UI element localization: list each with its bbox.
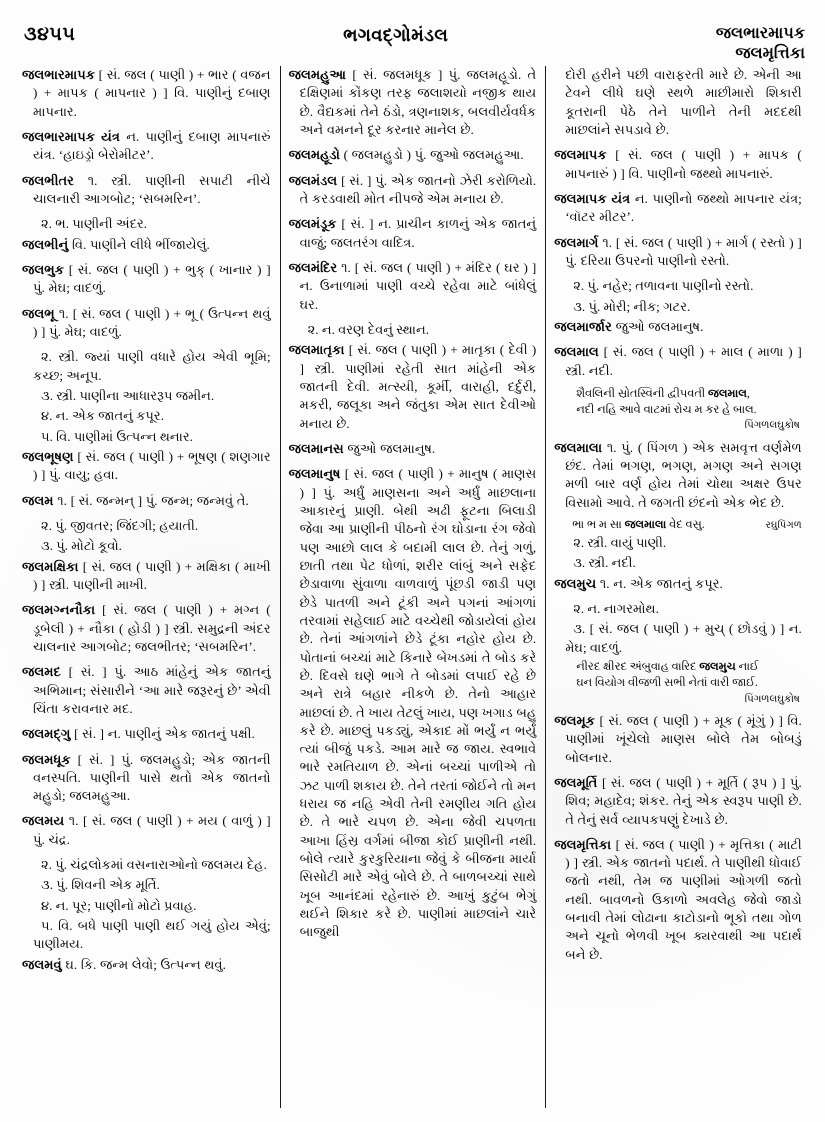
entry-definition: ૧. ન. એક જાતનું કપૂર. [596, 575, 723, 591]
dictionary-entry [554, 343, 802, 380]
entry-definition: ૧. [ સં. જલ ( પાણી ) + માર્ગ ( રસ્તો ) ] પું. દરિયા ઉપરનો પાણીનો રસ્તો. [565, 234, 802, 268]
entry-headword: જલમદ્ગુ [22, 726, 71, 742]
entry-continuation: દોરી હરીને પછી વારાફરતી મારે છે. એની આ ટેવને લીધે ઘણે સ્થળે માછીમારો શિકારી કૂતરાની પેઠે તેને પાળીને તેની મદદથી માછલાંને સપડાવે છે. [565, 67, 802, 137]
entry-definition: [ સં. જલ ( પાણી ) + માપક ( માપનારું ) ] વિ. પાણીનો જથ્થો માપનારું. [565, 147, 802, 181]
entry-sense: ૨. પું. નહેર; તળાવના પાણીનો રસ્તો. [573, 278, 754, 294]
entry-sense: ૨. ન. વરણ દેવનું સ્થાન. [307, 321, 430, 337]
dictionary-entry [22, 601, 271, 656]
entry-sense: ૨. સ્ત્રી. વાયું પાણી. [573, 535, 667, 551]
dictionary-entry [289, 215, 537, 252]
entry-headword: જલભારમાપક યંત્ર [22, 128, 120, 144]
entry-sense: ૩. પું. મોરી; નીક; ગટર. [573, 298, 691, 314]
entry-definition: [ સં. જલ ( પાણી ) + મૂર્તિ ( રૂપ ) ] પું. શિવ; મહાદેવ; શંકર. તેનું એક સ્વરૂપ પાણી છે. તે તેનું સર્વ વ્યાપકપણું દેખાડે છે. [565, 774, 802, 827]
verse-source: પિંગળલઘુકોષ [744, 693, 800, 705]
verse-source: પિંગળલઘુકોષ [744, 420, 800, 432]
guide-word-first: જલભારમાપક [715, 25, 805, 42]
entry-headword: જલમાર્ગ [554, 234, 599, 250]
entry-headword: જલમાલ [554, 344, 599, 360]
entry-headword: જલમાપક [554, 147, 607, 163]
dictionary-entry [289, 146, 537, 164]
dictionary-entry [289, 259, 537, 314]
entry-definition: ૧. સ્ત્રી. પાણીની સપાટી નીચે ચાલનારી આગબોટ; ‘સબમરિન’. [33, 172, 271, 206]
entry-headword: જલમહુઆ [288, 67, 347, 82]
guide-words [716, 22, 805, 65]
dictionary-entry [289, 440, 537, 458]
entry-headword: જલમદ [22, 664, 61, 680]
entry-headword: જલભીતર [22, 172, 74, 188]
dictionary-entry [289, 172, 537, 209]
dictionary-entry [22, 558, 271, 595]
dictionary-entry [22, 663, 271, 718]
entry-headword: જલમવું [22, 956, 62, 972]
dictionary-entry [22, 261, 271, 298]
entry-headword: જલમુચ [554, 575, 597, 591]
entry-headword: જલમૂક [554, 712, 595, 728]
entry-headword: જલભૂષણ [22, 448, 74, 464]
entry-definition: [ સં. ] ન. પ્રાચીન કાળનું એક જાતનું વાજું; જલતરંગ વાદિત્ર. [299, 216, 537, 250]
entry-sense: ૨. સ્ત્રી. જ્યાં પાણી વધારે હોય એવી ભૂમિ; કચ્છ; અનૂપ. [33, 349, 271, 383]
running-head [14, 22, 811, 66]
dictionary-entry [554, 774, 802, 829]
entry-headword: જલમાલા [554, 439, 603, 455]
dictionary-entry [554, 439, 802, 512]
entry-definition: [ સં. જલ ( પાણી ) + મગ્ન ( ડૂબેલી ) + નૌકા ( હોડી ) ] સ્ત્રી. સમુદ્રની અંદર ચાલનાર આગબોટ; જલભીતર; ‘સબમરિન’. [33, 602, 271, 654]
entry-definition: [ સં. જલમધૂક ] પું. જલમહૂડો. તે દક્ષિણમાં કોંકણ તરફ જલાશયો નજીક થાય છે. વૈદ્યકમાં તેને ઠંડો, ત્રણનાશક, બલવીર્યવર્ધક અને વમનને દૂર કરનાર માનેલ છે. [299, 67, 537, 137]
entry-sense: ૫. વિ. બધે પાણી પાણી થઈ ગયું હોય એવું; પાણીમય. [33, 918, 271, 952]
verse-quotation [554, 519, 802, 532]
entry-definition: [ સં. જલ ( પાણી ) + માનુષ ( માણસ ) ] પું. અર્ધું માણસના અને અર્ધું માછલાના આકારનું પ્રાણી. બેથી અઢી ફૂટના બિલાડી જેવા આ પ્રાણીની પીઠનો રંગ ઘોડાના રંગ જેવો પણ આછો લાલ કે બદામી લાલ છે. તેનું ગળું, છાતી તથા પેટ ધોળાં, શરીર લાંબું અને સફેદ છેડાવાળા સુંવાળા વાળવાળું પૂંછડી જાડી પણ છેડે પાતળી અને ટૂંકી અને પગનાં આંગળાં તરવામાં સહેલાઈ માટે વચ્ચેથી જોડાયેલાં હોય છે. તેનાં આંગળાંને છેડે ટૂંકા નહોર હોય છે. પોતાનાં બચ્ચાં માટે કિનારે બેખડમાં તે બોડ કરે છે. દિવસે ઘણે ભાગે તે બોડમાં લપાઈ રહે છે અને રાત્રે બહાર નીકળે છે. તેનો આહાર માછલાં છે. તે ખાય તેટલું ખાય, પણ ખગાડ બહુ કરે છે. માછલું પકડ્યું, એકાદ મોં ભર્યું ન ભર્યું ત્યાં બીજું પકડે. આમ મારે જ જાય. સ્વભાવે ભારે રમતિયાળ છે. એનાં બચ્ચાં પાળીએ તો ઝટ પાળી શકાય છે. તેને તરતાં જોઈને તો મન ધરાય જ નહિ એવી તેની રમણીય ગતિ હોય છે. તે ભારે ચપળ છે. એના જેવી ચપળતા આખા હિંસ્ર વર્ગમાં બીજા કોઈ પ્રાણીની નથી. બોલે ત્યારે કુરકુરિયાના જેવું કે બીજના માર્યા સિસોટી મારે એવું બોલે છે. તે બાળબચ્ચાં સાથે ખૂબ આનંદમાં રહેનારું છે. આખું કુટુંબ ભેગું થઈને શિકાર કરે છે. પાણીમાં માછલાંને ચારે બાજુથી [299, 466, 537, 940]
dictionary-entry [289, 465, 537, 942]
column-3 [545, 66, 811, 1108]
dictionary-entry [22, 172, 271, 209]
dictionary-entry [22, 956, 271, 974]
verse-line: નદી નહિ આવે વાટમાં રોચ મ કર હે બાલ. [576, 403, 757, 416]
entry-definition: ઘ. કિ. જન્મ લેવો; ઉત્પન્ન થવું. [61, 956, 226, 972]
dictionary-entry [554, 712, 802, 767]
entry-headword: જલમંદિર [288, 259, 338, 275]
entry-sense: ૨. પું. જીવતર; જિંદગી; હયાતી. [41, 517, 199, 533]
entry-headword: જલમૂર્તિ [554, 774, 598, 790]
dictionary-entry [22, 725, 271, 743]
entry-sense: ૩. સ્ત્રી. પાણીના આધારરૂપ જમીન. [41, 387, 215, 403]
dictionary-entry [554, 575, 802, 593]
entry-definition: [ સં. જલ ( પાણી ) + મૃત્તિકા ( માટી ) ] સ્ત્રી. એક જાતનો પદાર્થ. તે પાણીથી ધોવાઈ જતો નથી, તેમ જ પાણીમાં ઓગળી જતો નથી. બાવળનો ઉકાળો અવલેહ જેવો જાડો બનાવી તેમાં લોઢાના કાટોડાનો ભૂકો તથા ગોળ અને ચૂનો ભેળવી ખૂબ ક્યરવાથી આ પદાર્થ બને છે. [565, 836, 802, 962]
entry-headword: જલમાર્જાર [554, 318, 612, 334]
entry-definition: ૧. પું. ( પિંગળ ) એક સમવૃત્ત વર્ણમેળ છંદ. તેમાં ભગણ, ભગણ, મગણ અને સગણ મળી બાર વર્ણ હોય તેમાં ચોથા અક્ષર ઉપર વિસામો આવે. તે જગતી છંદનો એક ભેદ છે. [565, 439, 802, 510]
dictionary-entry [22, 448, 271, 485]
entry-headword: જલભારમાપક [22, 67, 95, 82]
entry-sense: ૪. ન. એક જાતનું કપૂર. [41, 408, 164, 424]
dictionary-entry [22, 812, 271, 849]
entry-headword: જલમગ્નનૌકા [22, 602, 96, 618]
verse-source: રઘુપિંગળ [765, 520, 802, 532]
entry-headword: જલમંડૂક [288, 216, 337, 232]
dictionary-entry [289, 66, 537, 139]
entry-headword: જલમાનસ [288, 440, 344, 456]
entry-sense: ૩. [ સં. જલ ( પાણી ) + મુચ્ ( છોડવું ) ] ન. મેઘ; વાદળું. [565, 621, 802, 655]
entry-definition: વિ. પાણીને લીધે ભીંજાયેલું. [68, 236, 210, 252]
entry-definition: ૧. [ સં. જલ ( પાણી ) + ભૂ ( ઉત્પન્ન થવું ) ] પું. મેઘ; વાદળું. [33, 305, 271, 339]
entry-headword: જલભીનું [22, 236, 69, 252]
dictionary-entry [22, 751, 271, 806]
dictionary-entry [554, 190, 802, 227]
entry-headword: જલમય [22, 813, 65, 829]
entry-definition: [ સં. જલ ( પાણી ) + ભૂષણ ( શણગાર ) ] પું. વાયુ; હવા. [33, 448, 271, 483]
entry-headword: જલભૂ [22, 305, 55, 321]
column-1 [14, 66, 280, 1108]
entry-sense: ૩. પું. મોટો કૂવો. [41, 538, 122, 554]
book-title: ભગવદ્ગોમંડલ [343, 25, 449, 45]
verse-quotation [554, 387, 802, 434]
verse-line: ભા ભ મ સા જલમાલા વેદ વસુ. [572, 519, 705, 532]
entry-headword: જલમ [22, 492, 54, 508]
entry-definition: ૧. [ સં. જલ ( પાણી ) + મય ( વાળું ) ] પું. ચંદ્ર. [33, 813, 271, 847]
entry-headword: જલમૃત્તિકા [554, 836, 612, 852]
entry-headword: જલમાનુષ [288, 466, 341, 482]
entry-headword: જલમહૂડો [288, 147, 340, 163]
page-number: ૩૪૫૫ [24, 24, 76, 45]
verse-line: નીરદ ક્ષીરદ અંબુવાહ વારિદ જલમુચ નાઈ [576, 661, 759, 674]
dictionary-entry [289, 341, 537, 433]
column-container [14, 66, 811, 1108]
column-2 [280, 66, 546, 1108]
entry-definition: [ સં. જલ ( પાણી ) + મૂક ( મૂંગું ) ] વિ. પાણીમાં ખૂંચેલો માણસ બોલે તેમ બોબડું બોલનાર. [565, 712, 802, 765]
entry-definition: [ સં. ] પું. જલમહુડો; એક જાતની વનસ્પતિ. પાણીની પાસે થતો એક જાતનો મહુડો; જલમહુઆ. [33, 751, 271, 804]
entry-headword: જલમધૂક [22, 751, 71, 767]
entry-headword: જલમાતૃકા [288, 342, 345, 358]
entry-definition: ૧. [ સં. જન્મન્ ] પું. જન્મ; જન્મવું તે. [53, 492, 249, 508]
entry-sense: ૨. પું. ચંદ્રલોકમાં વસનારાઓનો જલમય દેહ. [41, 857, 267, 873]
entry-definition: [ સં. જલ ( પાણી ) + મક્ષિકા ( માખી ) ] સ્ત્રી. પાણીની માખી. [33, 558, 271, 592]
entry-headword: જલમક્ષિકા [22, 558, 79, 574]
dictionary-entry [554, 318, 802, 336]
dictionary-entry [22, 66, 271, 121]
dictionary-entry [22, 492, 271, 510]
entry-sense: ૨. ન. નાગરમોથ. [573, 601, 659, 617]
entry-definition: [ સં. જલ ( પાણી ) + ભાર ( વજન ) + માપક ( માપનાર ) ] વિ. પાણીનું દબાણ માપનાર. [33, 67, 271, 119]
dictionary-entry [554, 146, 802, 183]
entry-sense: ૪. ન. પૂર; પાણીનો મોટો પ્રવાહ. [41, 897, 197, 913]
entry-definition: ૧. [ સં. જલ ( પાણી ) + મંદિર ( ઘર ) ] ન. ઉનાળામાં પાણી વચ્ચે રહેવા માટે બાંધેલું ઘર. [299, 259, 537, 312]
entry-sense: ૩. સ્ત્રી. નદી. [573, 555, 636, 571]
entry-definition: [ સં. ] ન. પાણીનું એક જાતનું પક્ષી. [70, 726, 255, 742]
entry-sense: ૩. પું. શિવની એક મૂર્તિ. [41, 877, 160, 893]
dictionary-entry [22, 305, 271, 342]
dictionary-entry [554, 836, 802, 964]
verse-line: શૈવલિની સ્રોતસ્વિની દ્વીપવતી જલમાલ, [576, 387, 750, 400]
dictionary-entry [22, 128, 271, 165]
entry-definition: [ સં. જલ ( પાણી ) + માતૃકા ( દેવી ) ] સ્ત્રી. પાણીમાં રહેતી સાત માંહેની એક જાતની દેવી. મત્સ્યી, કૂર્મી, વારાહી, દર્દુરી, મકરી, જલૂકા અને જંતુકા એમ સાત દેવીઓ મનાય છે. [299, 342, 537, 431]
entry-sense: ૫. વિ. પાણીમાં ઉત્પન્ન થનાર. [41, 428, 193, 444]
verse-line: ઘન વિયોગ વીજળી સભી નેતાં વારી જાઈ. [576, 676, 758, 689]
entry-definition: ( જલમહુડો ) પું. જુઓ જલમહુઆ. [339, 147, 524, 163]
entry-headword: જલમંડલ [288, 172, 338, 188]
guide-word-last: જલમૃત્તિકા [735, 45, 805, 63]
entry-definition: જુઓ જલમાનુષ. [343, 440, 436, 456]
dictionary-entry [22, 236, 271, 254]
entry-definition: [ સં. જલ ( પાણી ) + ભુક્ ( ખાનાર ) ] પું. મેઘ; વાદળું. [33, 261, 271, 296]
entry-definition: [ સં. જલ ( પાણી ) + માલ ( માળા ) ] સ્ત્રી. નદી. [565, 344, 802, 378]
entry-definition: ન. પાણીનું દબાણ માપનારું યંત્ર. ‘હાઇડ્રો બેરોમીટર’. [33, 128, 271, 163]
verse-quotation [554, 660, 802, 707]
entry-definition: [ સં. ] પું. એક જાતનો ઝેરી કરોળિયો. તે કરડવાથી મોત નીપજે એમ મનાય છે. [299, 172, 537, 206]
entry-definition: [ સં. ] પું. આઠ માંહેનું એક જાતનું અભિમાન; સંસારીને ‘આ મારે જરૂરનું છે’ એવી ચિંતા કરાવનાર મદ. [33, 664, 271, 716]
dictionary-entry [554, 234, 802, 271]
entry-sense: ૨. ભ. પાણીની અંદર. [41, 216, 148, 232]
entry-headword: જલભુક [22, 261, 65, 277]
entry-headword: જલમાપક યંત્ર [554, 190, 631, 206]
entry-definition: ન. પાણીનો જથ્થો માપનાર યંત્ર; ‘વૉટર મીટર’. [565, 190, 802, 225]
entry-definition: જુઓ જલમાનુષ. [611, 318, 704, 334]
